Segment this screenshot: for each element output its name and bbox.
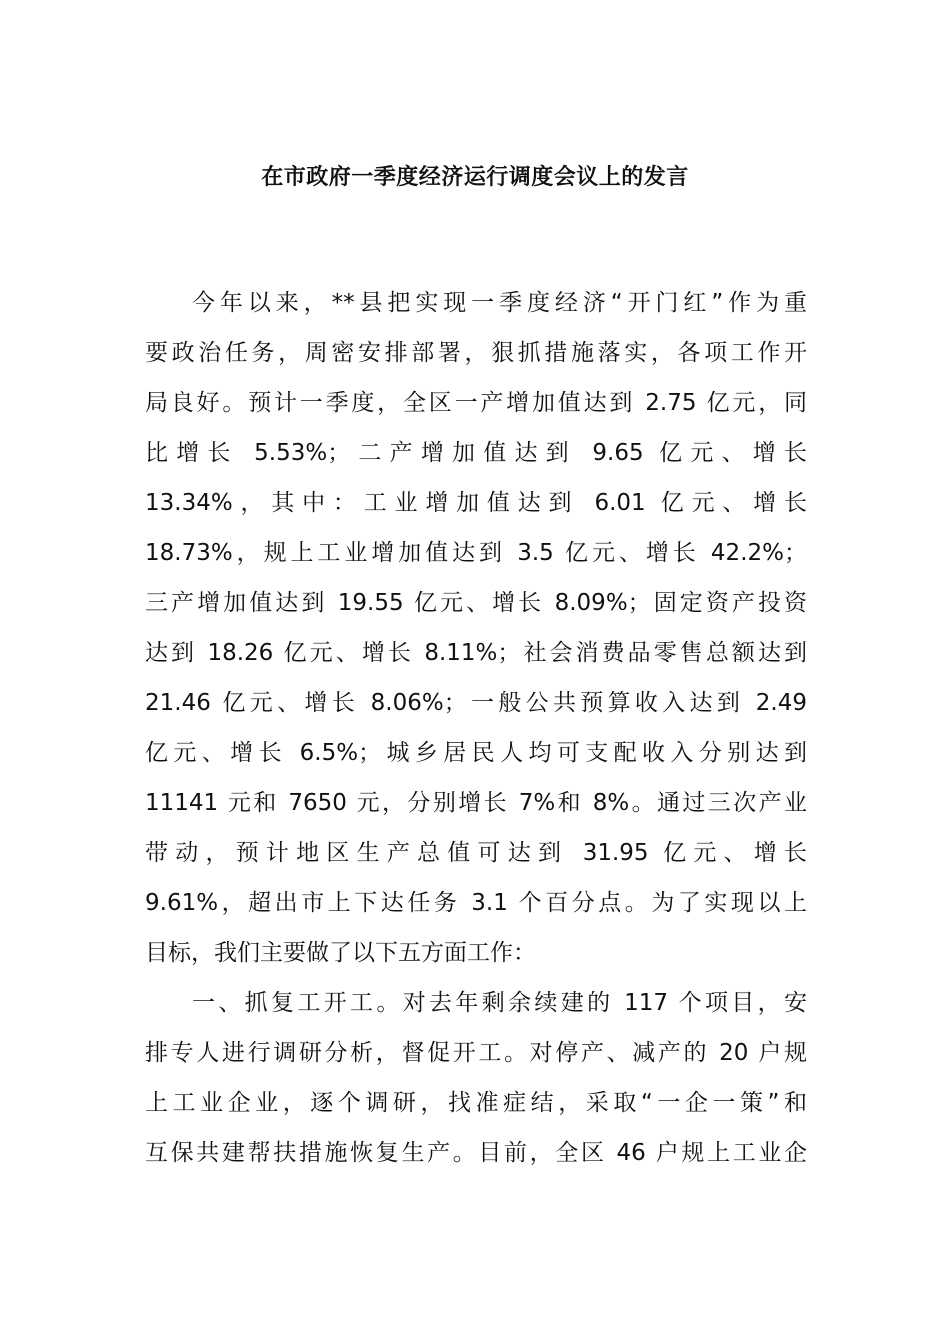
paragraph-1-line: 今年以来，**县把实现一季度经济“开门红”作为重 bbox=[192, 290, 807, 316]
paragraph-1-line: 亿元、增长 6.5%；城乡居民人均可支配收入分别达到 bbox=[145, 740, 807, 766]
paragraph-1-line: 要政治任务，周密安排部署，狠抓措施落实，各项工作开 bbox=[145, 340, 807, 366]
paragraph-1-line: 21.46 亿元、增长 8.06%；一般公共预算收入达到 2.49 bbox=[145, 690, 807, 716]
paragraph-1-line: 11141 元和 7650 元，分别增长 7%和 8%。通过三次产业 bbox=[145, 790, 807, 816]
paragraph-1-line: 9.61%，超出市上下达任务 3.1 个百分点。为了实现以上 bbox=[145, 890, 807, 916]
paragraph-1-line: 13.34%，其中：工业增加值达到 6.01 亿元、增长 bbox=[145, 490, 807, 516]
paragraph-1-line: 目标，我们主要做了以下五方面工作： bbox=[145, 940, 536, 966]
paragraph-2-line: 排专人进行调研分析，督促开工。对停产、减产的 20 户规 bbox=[145, 1040, 807, 1066]
paragraph-1-line: 带动，预计地区生产总值可达到 31.95 亿元、增长 bbox=[145, 840, 807, 866]
paragraph-2-line: 上工业企业，逐个调研，找准症结，采取“一企一策”和 bbox=[145, 1090, 807, 1116]
paragraph-2-line: 互保共建帮扶措施恢复生产。目前，全区 46 户规上工业企 bbox=[145, 1140, 807, 1166]
paragraph-1-line: 18.73%，规上工业增加值达到 3.5 亿元、增长 42.2%； bbox=[145, 540, 807, 566]
paragraph-1-line: 局良好。预计一季度，全区一产增加值达到 2.75 亿元，同 bbox=[145, 390, 807, 416]
document-title: 在市政府一季度经济运行调度会议上的发言 bbox=[261, 165, 689, 190]
paragraph-2-line: 一、抓复工开工。对去年剩余续建的 117 个项目，安 bbox=[192, 990, 807, 1016]
paragraph-1-line: 达到 18.26 亿元、增长 8.11%；社会消费品零售总额达到 bbox=[145, 640, 807, 666]
paragraph-1-line: 三产增加值达到 19.55 亿元、增长 8.09%；固定资产投资 bbox=[145, 590, 807, 616]
document-body bbox=[145, 278, 807, 1178]
paragraph-1-line: 比增长 5.53%；二产增加值达到 9.65 亿元、增长 bbox=[145, 440, 807, 466]
